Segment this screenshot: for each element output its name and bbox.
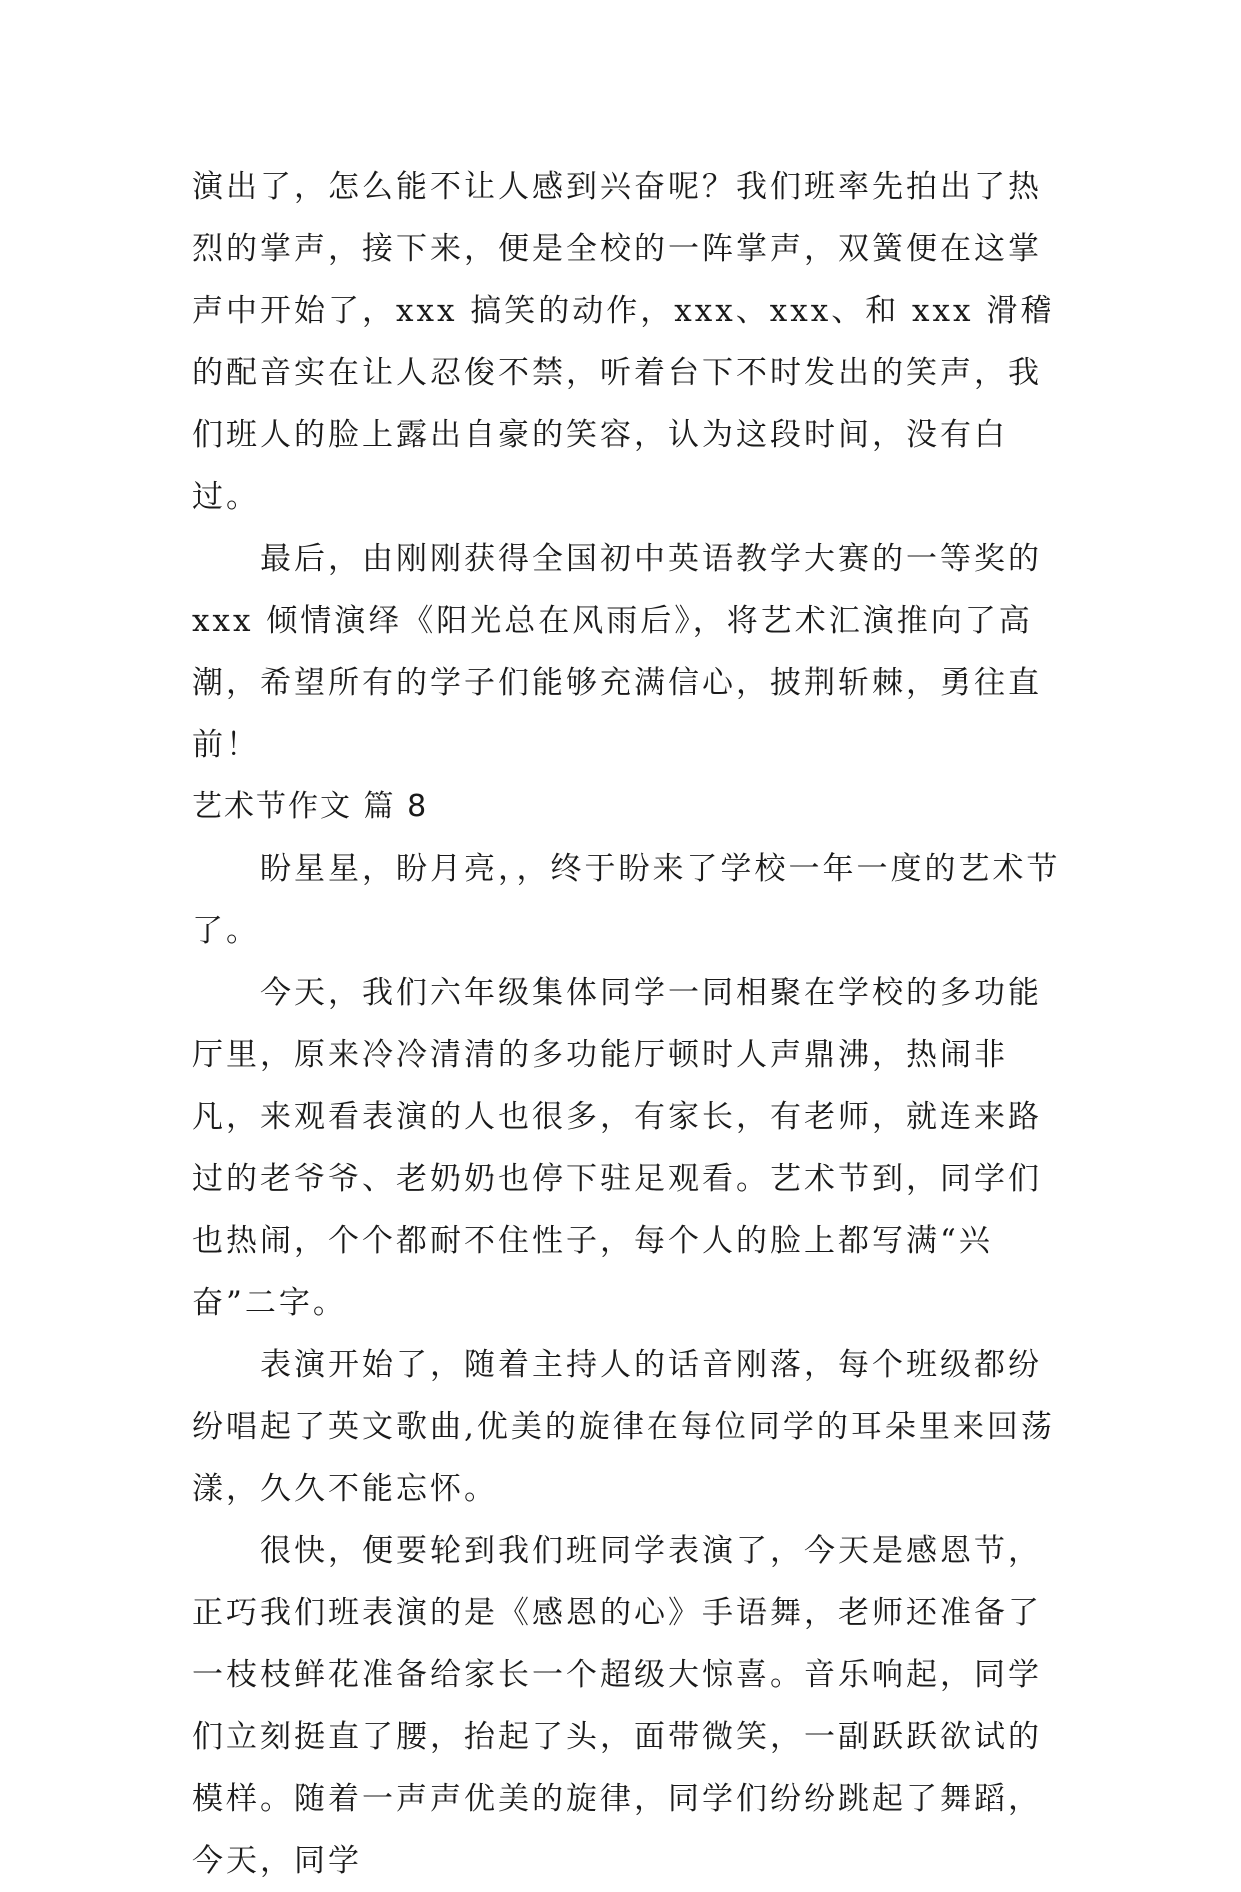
paragraph-6: 很快，便要轮到我们班同学表演了，今天是感恩节，正巧我们班表演的是《感恩的心》手语舞，老师还准备了一枝枝鲜花准备给家长一个超级大惊喜。音乐响起，同学们立刻挺直了腰，抬起了头，面带微笑，一副跃跃欲试的模样。随着一声声优美的旋律，同学们纷纷跳起了舞蹈，今天，同学 — [192, 1533, 1042, 1879]
paragraph-3: 盼星星，盼月亮，，终于盼来了学校一年一度的艺术节了。 — [192, 851, 1061, 949]
paragraph-1: 演出了，怎么能不让人感到兴奋呢？我们班率先拍出了热烈的掌声，接下来，便是全校的一阵掌声，双簧便在这掌声中开始了，xxx 搞笑的动作，xxx、xxx、和 xxx 滑稽的配音实在让人忍俊不禁，听着台下不时发出的笑声，我们班人的脸上露出自豪的笑容，认为这段时间，没有白过。 — [192, 169, 1055, 515]
document-body — [192, 156, 1072, 1892]
paragraph-4: 今天，我们六年级集体同学一同相聚在学校的多功能厅里，原来冷冷清清的多功能厅顿时人声鼎沸，热闹非凡，来观看表演的人也很多，有家长，有老师，就连来路过的老爷爷、老奶奶也停下驻足观看。艺术节到，同学们也热闹，个个都耐不住性子，每个人的脸上都写满“兴奋”二字。 — [192, 975, 1042, 1321]
paragraph-2: 最后，由刚刚获得全国初中英语教学大赛的一等奖的 xxx 倾情演绎《阳光总在风雨后》，将艺术汇演推向了高潮，希望所有的学子们能够充满信心，披荆斩棘，勇往直前！ — [192, 541, 1042, 763]
paragraph-5: 表演开始了，随着主持人的话音刚落，每个班级都纷纷唱起了英文歌曲,优美的旋律在每位同学的耳朵里来回荡漾，久久不能忘怀。 — [192, 1347, 1055, 1507]
section-heading: 艺术节作文 篇 8 — [192, 789, 429, 824]
